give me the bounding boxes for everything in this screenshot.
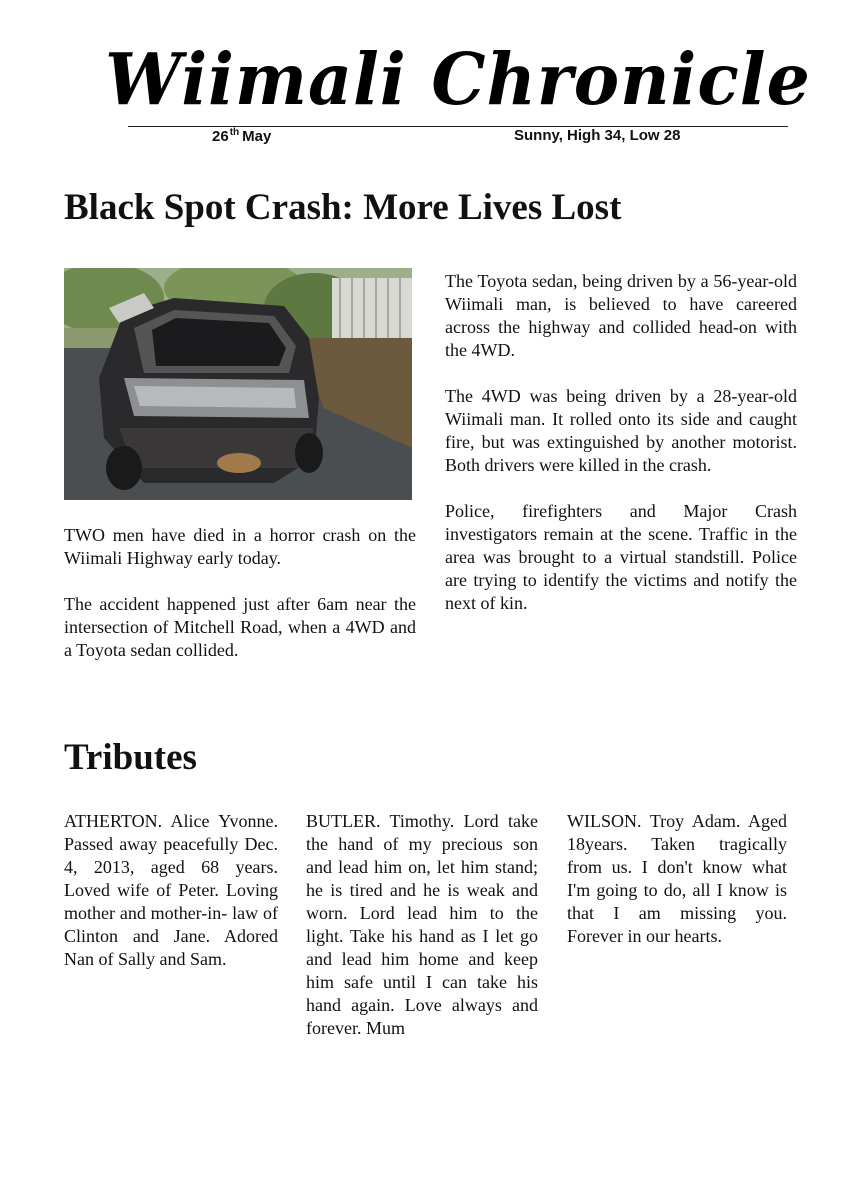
masthead <box>105 36 811 124</box>
article-paragraph: Police, firefighters and Major Crash investigators remain at the scene. Traffic in the area was brought to a virtual standstill. Police are trying to identify the victims and notify the next of kin. <box>445 501 797 613</box>
burnt-car-photo <box>64 268 412 500</box>
article-paragraph: The Toyota sedan, being driven by a 56-year-old Wiimali man, is believed to have careered across the highway and collided head-on with the 4WD. <box>445 271 797 360</box>
date-suffix: th <box>229 127 240 138</box>
article-left-column <box>64 524 416 685</box>
tribute-notice: ATHERTON. Alice Yvonne. Passed away peacefully Dec. 4, 2013, aged 68 years. Loved wife of Peter. Loving mother and mother-in- law of Clinton and Jane. Adored Nan of Sally and Sam. <box>64 811 278 969</box>
article-right-column <box>445 270 797 638</box>
dateline-weather: Sunny, High 34, Low 28 <box>514 127 681 144</box>
article-paragraph: The accident happened just after 6am near the intersection of Mitchell Road, when a 4WD and a Toyota sedan collided. <box>64 594 416 660</box>
dateline-date <box>212 127 271 145</box>
article-paragraph: TWO men have died in a horror crash on the Wiimali Highway early today. <box>64 525 416 568</box>
tribute-notice: WILSON. Troy Adam. Aged 18years. Taken tragically from us. I don't know what I'm going to do, all I know is that I am missing you. Forever in our hearts. <box>567 811 787 946</box>
date-month: May <box>242 128 272 145</box>
article-headline: Black Spot Crash: More Lives Lost <box>64 187 622 228</box>
article-paragraph: The 4WD was being driven by a 28-year-old Wiimali man. It rolled onto its side and caught fire, but was extinguished by another motorist. Both drivers were killed in the crash. <box>445 386 797 475</box>
tributes-title: Tributes <box>64 737 197 778</box>
date-day: 26 <box>212 128 229 145</box>
burnt-car-photo-illustration <box>64 268 412 500</box>
masthead-title: Wiimali Chronicle <box>105 38 811 122</box>
tribute-notice: BUTLER. Timothy. Lord take the hand of my precious son and lead him on, let him stand; he is tired and he is weak and worn. Lord lead him to the light. Take his hand as I let go and lead him home and keep him safe until I can take his hand again. Love always and forever. Mum <box>306 811 538 1038</box>
